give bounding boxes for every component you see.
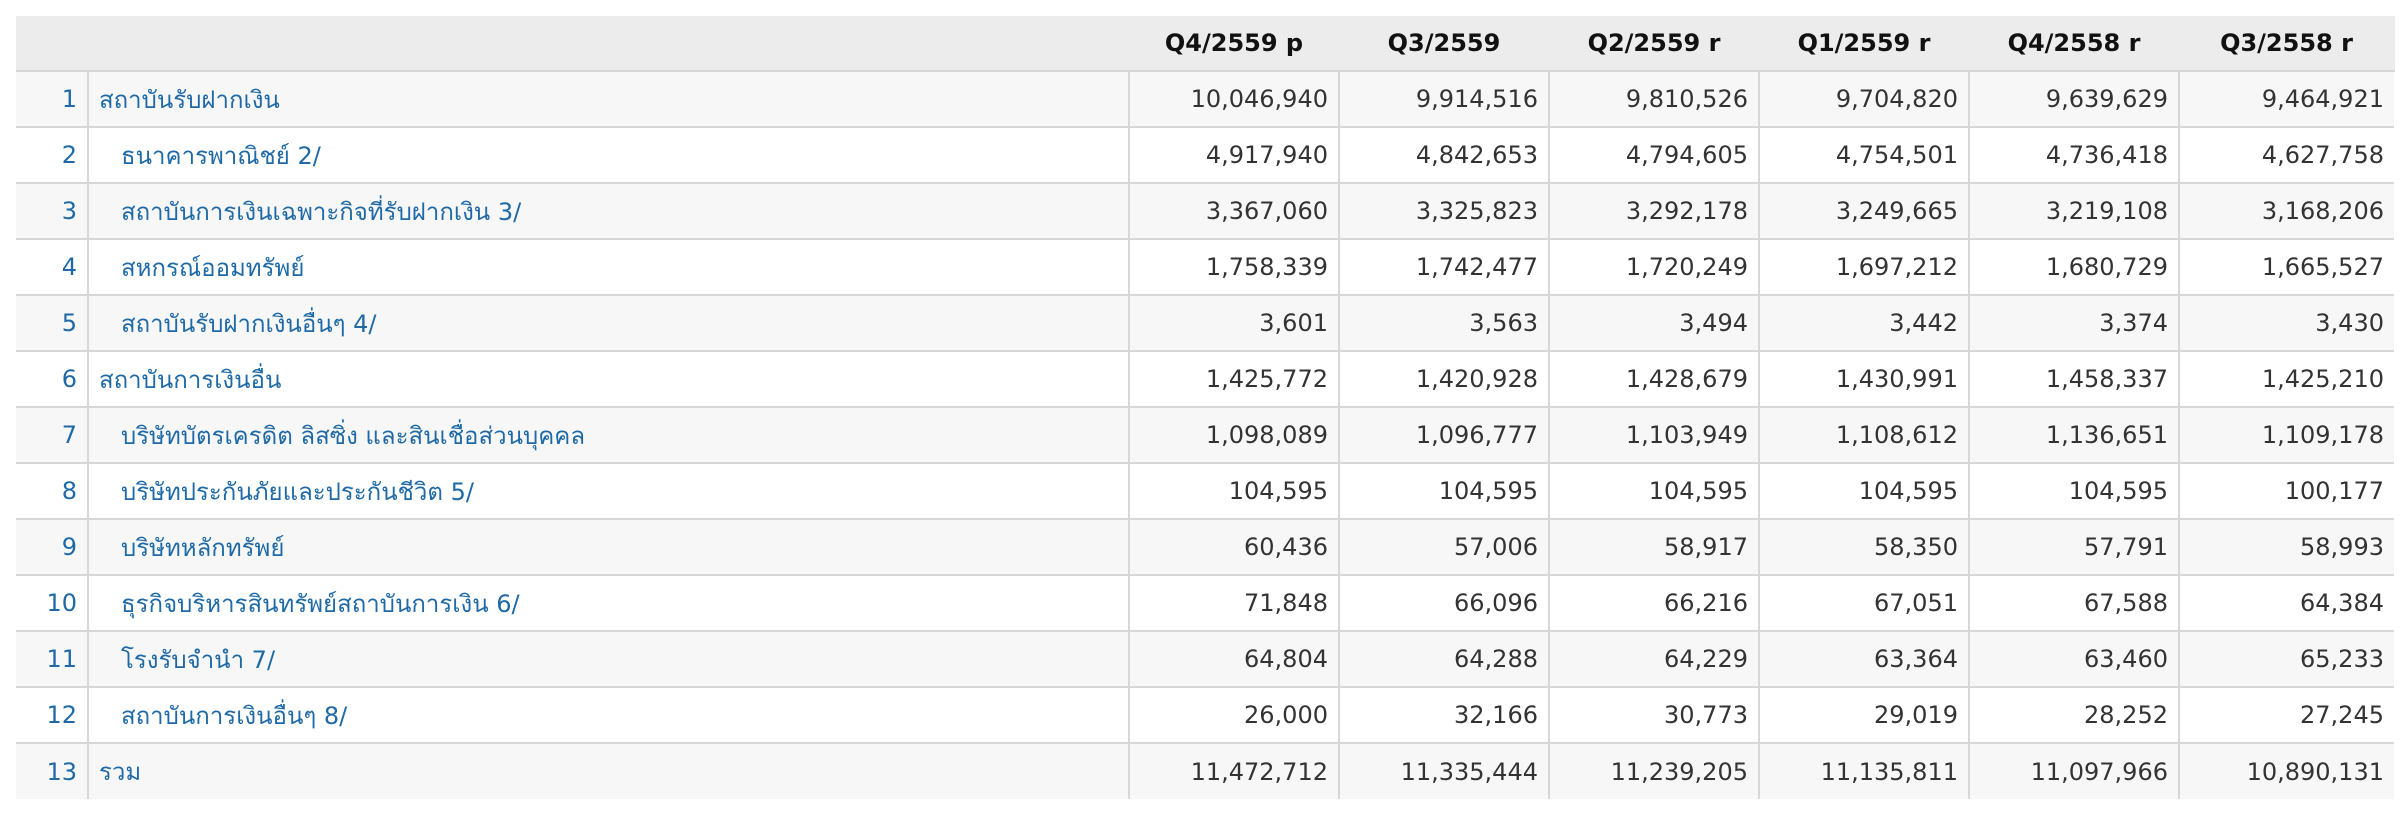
financial-data-table (16, 16, 2395, 799)
table-row (16, 631, 2394, 687)
column-header-q2-2559[interactable]: Q2/2559 r (1549, 16, 1759, 71)
cell-value: 3,374 (1969, 295, 2179, 351)
cell-value: 3,367,060 (1129, 183, 1339, 239)
cell-value: 4,794,605 (1549, 127, 1759, 183)
row-number: 7 (16, 407, 88, 463)
cell-value: 3,601 (1129, 295, 1339, 351)
table-header (16, 16, 2394, 71)
cell-value: 57,006 (1339, 519, 1549, 575)
column-header-q4-2558[interactable]: Q4/2558 r (1969, 16, 2179, 71)
cell-value: 11,135,811 (1759, 743, 1969, 799)
cell-value: 1,428,679 (1549, 351, 1759, 407)
column-header-q4-2559[interactable]: Q4/2559 p (1129, 16, 1339, 71)
row-number: 4 (16, 239, 88, 295)
column-header-q3-2558[interactable]: Q3/2558 r (2179, 16, 2394, 71)
cell-value: 4,917,940 (1129, 127, 1339, 183)
cell-value: 9,914,516 (1339, 71, 1549, 127)
table-container (16, 16, 2394, 799)
cell-value: 1,697,212 (1759, 239, 1969, 295)
table-row (16, 743, 2394, 799)
row-label-link[interactable]: สถาบันการเงินอื่นๆ 8/ (88, 687, 1129, 743)
cell-value: 64,288 (1339, 631, 1549, 687)
cell-value: 3,563 (1339, 295, 1549, 351)
cell-value: 1,430,991 (1759, 351, 1969, 407)
header-label (88, 16, 1129, 71)
table-row (16, 295, 2394, 351)
cell-value: 104,595 (1759, 463, 1969, 519)
column-header-q1-2559[interactable]: Q1/2559 r (1759, 16, 1969, 71)
table-row (16, 71, 2394, 127)
row-label-link[interactable]: สถาบันรับฝากเงิน (88, 71, 1129, 127)
cell-value: 1,425,210 (2179, 351, 2394, 407)
cell-value: 28,252 (1969, 687, 2179, 743)
row-number: 13 (16, 743, 88, 799)
row-number: 2 (16, 127, 88, 183)
table-row (16, 407, 2394, 463)
cell-value: 1,096,777 (1339, 407, 1549, 463)
header-row-number (16, 16, 88, 71)
cell-value: 9,810,526 (1549, 71, 1759, 127)
table-row (16, 351, 2394, 407)
row-label-link[interactable]: บริษัทหลักทรัพย์ (88, 519, 1129, 575)
cell-value: 3,219,108 (1969, 183, 2179, 239)
cell-value: 1,108,612 (1759, 407, 1969, 463)
cell-value: 58,993 (2179, 519, 2394, 575)
row-label-link[interactable]: โรงรับจำนำ 7/ (88, 631, 1129, 687)
table-row (16, 519, 2394, 575)
cell-value: 11,239,205 (1549, 743, 1759, 799)
cell-value: 1,720,249 (1549, 239, 1759, 295)
cell-value: 3,325,823 (1339, 183, 1549, 239)
cell-value: 1,098,089 (1129, 407, 1339, 463)
cell-value: 10,046,940 (1129, 71, 1339, 127)
row-number: 3 (16, 183, 88, 239)
cell-value: 1,742,477 (1339, 239, 1549, 295)
cell-value: 58,917 (1549, 519, 1759, 575)
cell-value: 1,420,928 (1339, 351, 1549, 407)
row-number: 9 (16, 519, 88, 575)
cell-value: 27,245 (2179, 687, 2394, 743)
table-row (16, 183, 2394, 239)
row-label-link[interactable]: รวม (88, 743, 1129, 799)
cell-value: 58,350 (1759, 519, 1969, 575)
header-row (16, 16, 2394, 71)
cell-value: 57,791 (1969, 519, 2179, 575)
row-number: 5 (16, 295, 88, 351)
cell-value: 1,103,949 (1549, 407, 1759, 463)
row-number: 10 (16, 575, 88, 631)
cell-value: 30,773 (1549, 687, 1759, 743)
cell-value: 4,736,418 (1969, 127, 2179, 183)
cell-value: 64,804 (1129, 631, 1339, 687)
row-label-link[interactable]: สถาบันการเงินเฉพาะกิจที่รับฝากเงิน 3/ (88, 183, 1129, 239)
cell-value: 104,595 (1339, 463, 1549, 519)
cell-value: 1,109,178 (2179, 407, 2394, 463)
cell-value: 71,848 (1129, 575, 1339, 631)
cell-value: 100,177 (2179, 463, 2394, 519)
cell-value: 63,460 (1969, 631, 2179, 687)
row-number: 8 (16, 463, 88, 519)
table-row (16, 575, 2394, 631)
cell-value: 104,595 (1129, 463, 1339, 519)
cell-value: 65,233 (2179, 631, 2394, 687)
cell-value: 9,704,820 (1759, 71, 1969, 127)
table-row (16, 463, 2394, 519)
table-row (16, 127, 2394, 183)
cell-value: 3,442 (1759, 295, 1969, 351)
row-number: 11 (16, 631, 88, 687)
cell-value: 3,430 (2179, 295, 2394, 351)
cell-value: 32,166 (1339, 687, 1549, 743)
cell-value: 63,364 (1759, 631, 1969, 687)
row-label-link[interactable]: บริษัทประกันภัยและประกันชีวิต 5/ (88, 463, 1129, 519)
cell-value: 104,595 (1549, 463, 1759, 519)
cell-value: 1,458,337 (1969, 351, 2179, 407)
cell-value: 1,425,772 (1129, 351, 1339, 407)
row-label-link[interactable]: ธนาคารพาณิชย์ 2/ (88, 127, 1129, 183)
row-number: 1 (16, 71, 88, 127)
cell-value: 11,097,966 (1969, 743, 2179, 799)
cell-value: 4,627,758 (2179, 127, 2394, 183)
row-label-link[interactable]: สถาบันการเงินอื่น (88, 351, 1129, 407)
cell-value: 3,249,665 (1759, 183, 1969, 239)
cell-value: 10,890,131 (2179, 743, 2394, 799)
cell-value: 1,680,729 (1969, 239, 2179, 295)
cell-value: 11,335,444 (1339, 743, 1549, 799)
cell-value: 64,384 (2179, 575, 2394, 631)
row-label-link[interactable]: สถาบันรับฝากเงินอื่นๆ 4/ (88, 295, 1129, 351)
cell-value: 104,595 (1969, 463, 2179, 519)
table-row (16, 687, 2394, 743)
cell-value: 4,842,653 (1339, 127, 1549, 183)
cell-value: 29,019 (1759, 687, 1969, 743)
cell-value: 67,588 (1969, 575, 2179, 631)
cell-value: 4,754,501 (1759, 127, 1969, 183)
cell-value: 66,096 (1339, 575, 1549, 631)
cell-value: 66,216 (1549, 575, 1759, 631)
cell-value: 3,168,206 (2179, 183, 2394, 239)
cell-value: 1,665,527 (2179, 239, 2394, 295)
cell-value: 64,229 (1549, 631, 1759, 687)
cell-value: 1,758,339 (1129, 239, 1339, 295)
cell-value: 1,136,651 (1969, 407, 2179, 463)
cell-value: 26,000 (1129, 687, 1339, 743)
cell-value: 9,639,629 (1969, 71, 2179, 127)
cell-value: 9,464,921 (2179, 71, 2394, 127)
cell-value: 3,494 (1549, 295, 1759, 351)
row-number: 12 (16, 687, 88, 743)
row-label-link[interactable]: ธุรกิจบริหารสินทรัพย์สถาบันการเงิน 6/ (88, 575, 1129, 631)
table-row (16, 239, 2394, 295)
cell-value: 3,292,178 (1549, 183, 1759, 239)
column-header-q3-2559[interactable]: Q3/2559 (1339, 16, 1549, 71)
row-number: 6 (16, 351, 88, 407)
row-label-link[interactable]: สหกรณ์ออมทรัพย์ (88, 239, 1129, 295)
cell-value: 67,051 (1759, 575, 1969, 631)
cell-value: 11,472,712 (1129, 743, 1339, 799)
cell-value: 60,436 (1129, 519, 1339, 575)
row-label-link[interactable]: บริษัทบัตรเครดิต ลิสซิ่ง และสินเชื่อส่วนบุคคล (88, 407, 1129, 463)
table-body (16, 71, 2394, 799)
